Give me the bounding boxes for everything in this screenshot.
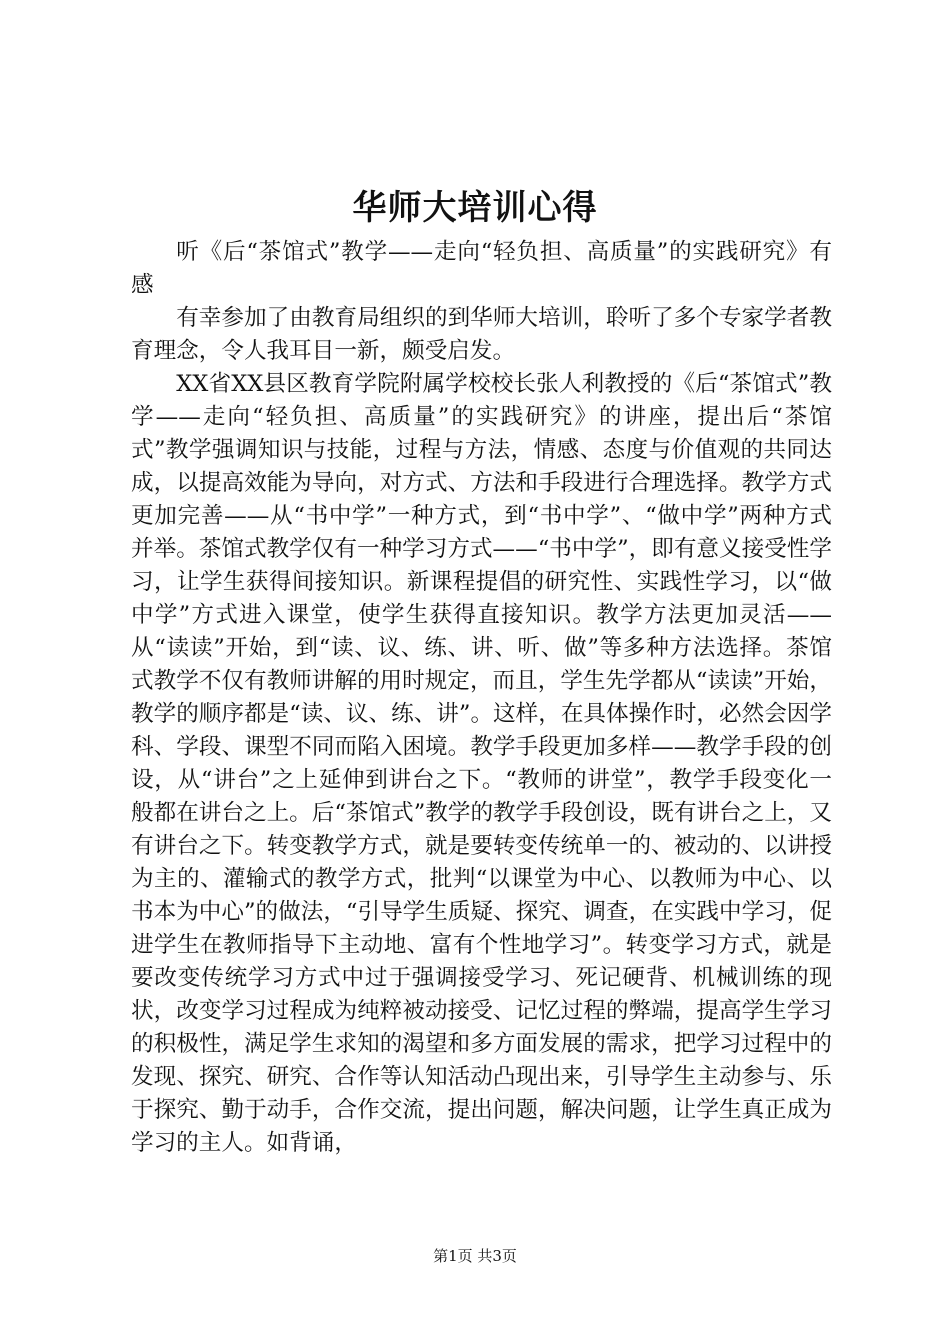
- document-body: [131, 236, 832, 1160]
- paragraph-intro: 有幸参加了由教育局组织的到华师大培训，聆听了多个专家学者教育理念，令人我耳目一新，颇受启发。: [131, 305, 832, 364]
- paragraph-main: XX省XX县区教育学院附属学校校长张人利教授的《后“茶馆式”教学——走向“轻负担、高质量”的实践研究》的讲座，提出后“茶馆式”教学强调知识与技能，过程与方法，情感、态度与价值观的共同达成，以提高效能为导向，对方式、方法和手段进行合理选择。教学方式更加完善——从“书中学”一种方式，到“书中学”、“做中学”两种方式并举。茶馆式教学仅有一种学习方式——“书中学”，即有意义接受性学习，让学生获得间接知识。新课程提倡的研究性、实践性学习，以“做中学”方式进入课堂，使学生获得直接知识。教学方法更加灵活——从“读读”开始，到“读、议、练、讲、听、做”等多种方法选择。茶馆式教学不仅有教师讲解的用时规定，而且，学生先学都从“读读”开始，教学的顺序都是“读、议、练、讲”。这样，在具体操作时，必然会因学科、学段、课型不同而陷入困境。教学手段更加多样——教学手段的创设，从“讲台”之上延伸到讲台之下。“教师的讲堂”，教学手段变化一般都在讲台之上。后“茶馆式”教学的教学手段创设，既有讲台之上，又有讲台之下。转变教学方式，就是要转变传统单一的、被动的、以讲授为主的、灌输式的教学方式，批判“以课堂为中心、以教师为中心、以书本为中心”的做法，“引导学生质疑、探究、调查，在实践中学习，促进学生在教师指导下主动地、富有个性地学习”。转变学习方式，就是要改变传统学习方式中过于强调接受学习、死记硬背、机械训练的现状，改变学习过程成为纯粹被动接受、记忆过程的弊端，提高学生学习的积极性，满足学生求知的渴望和多方面发展的需求，把学习过程中的发现、探究、研究、合作等认知活动凸现出来，引导学生主动参与、乐于探究、勤于动手，合作交流，提出问题，解决问题，让学生真正成为学习的主人。如背诵，: [131, 371, 832, 1156]
- document-title: 华师大培训心得: [352, 188, 598, 228]
- page-number-footer: 第1页 共3页: [433, 1247, 517, 1265]
- paragraph-subtitle: 听《后“茶馆式”教学——走向“轻负担、高质量”的实践研究》有感: [131, 239, 832, 298]
